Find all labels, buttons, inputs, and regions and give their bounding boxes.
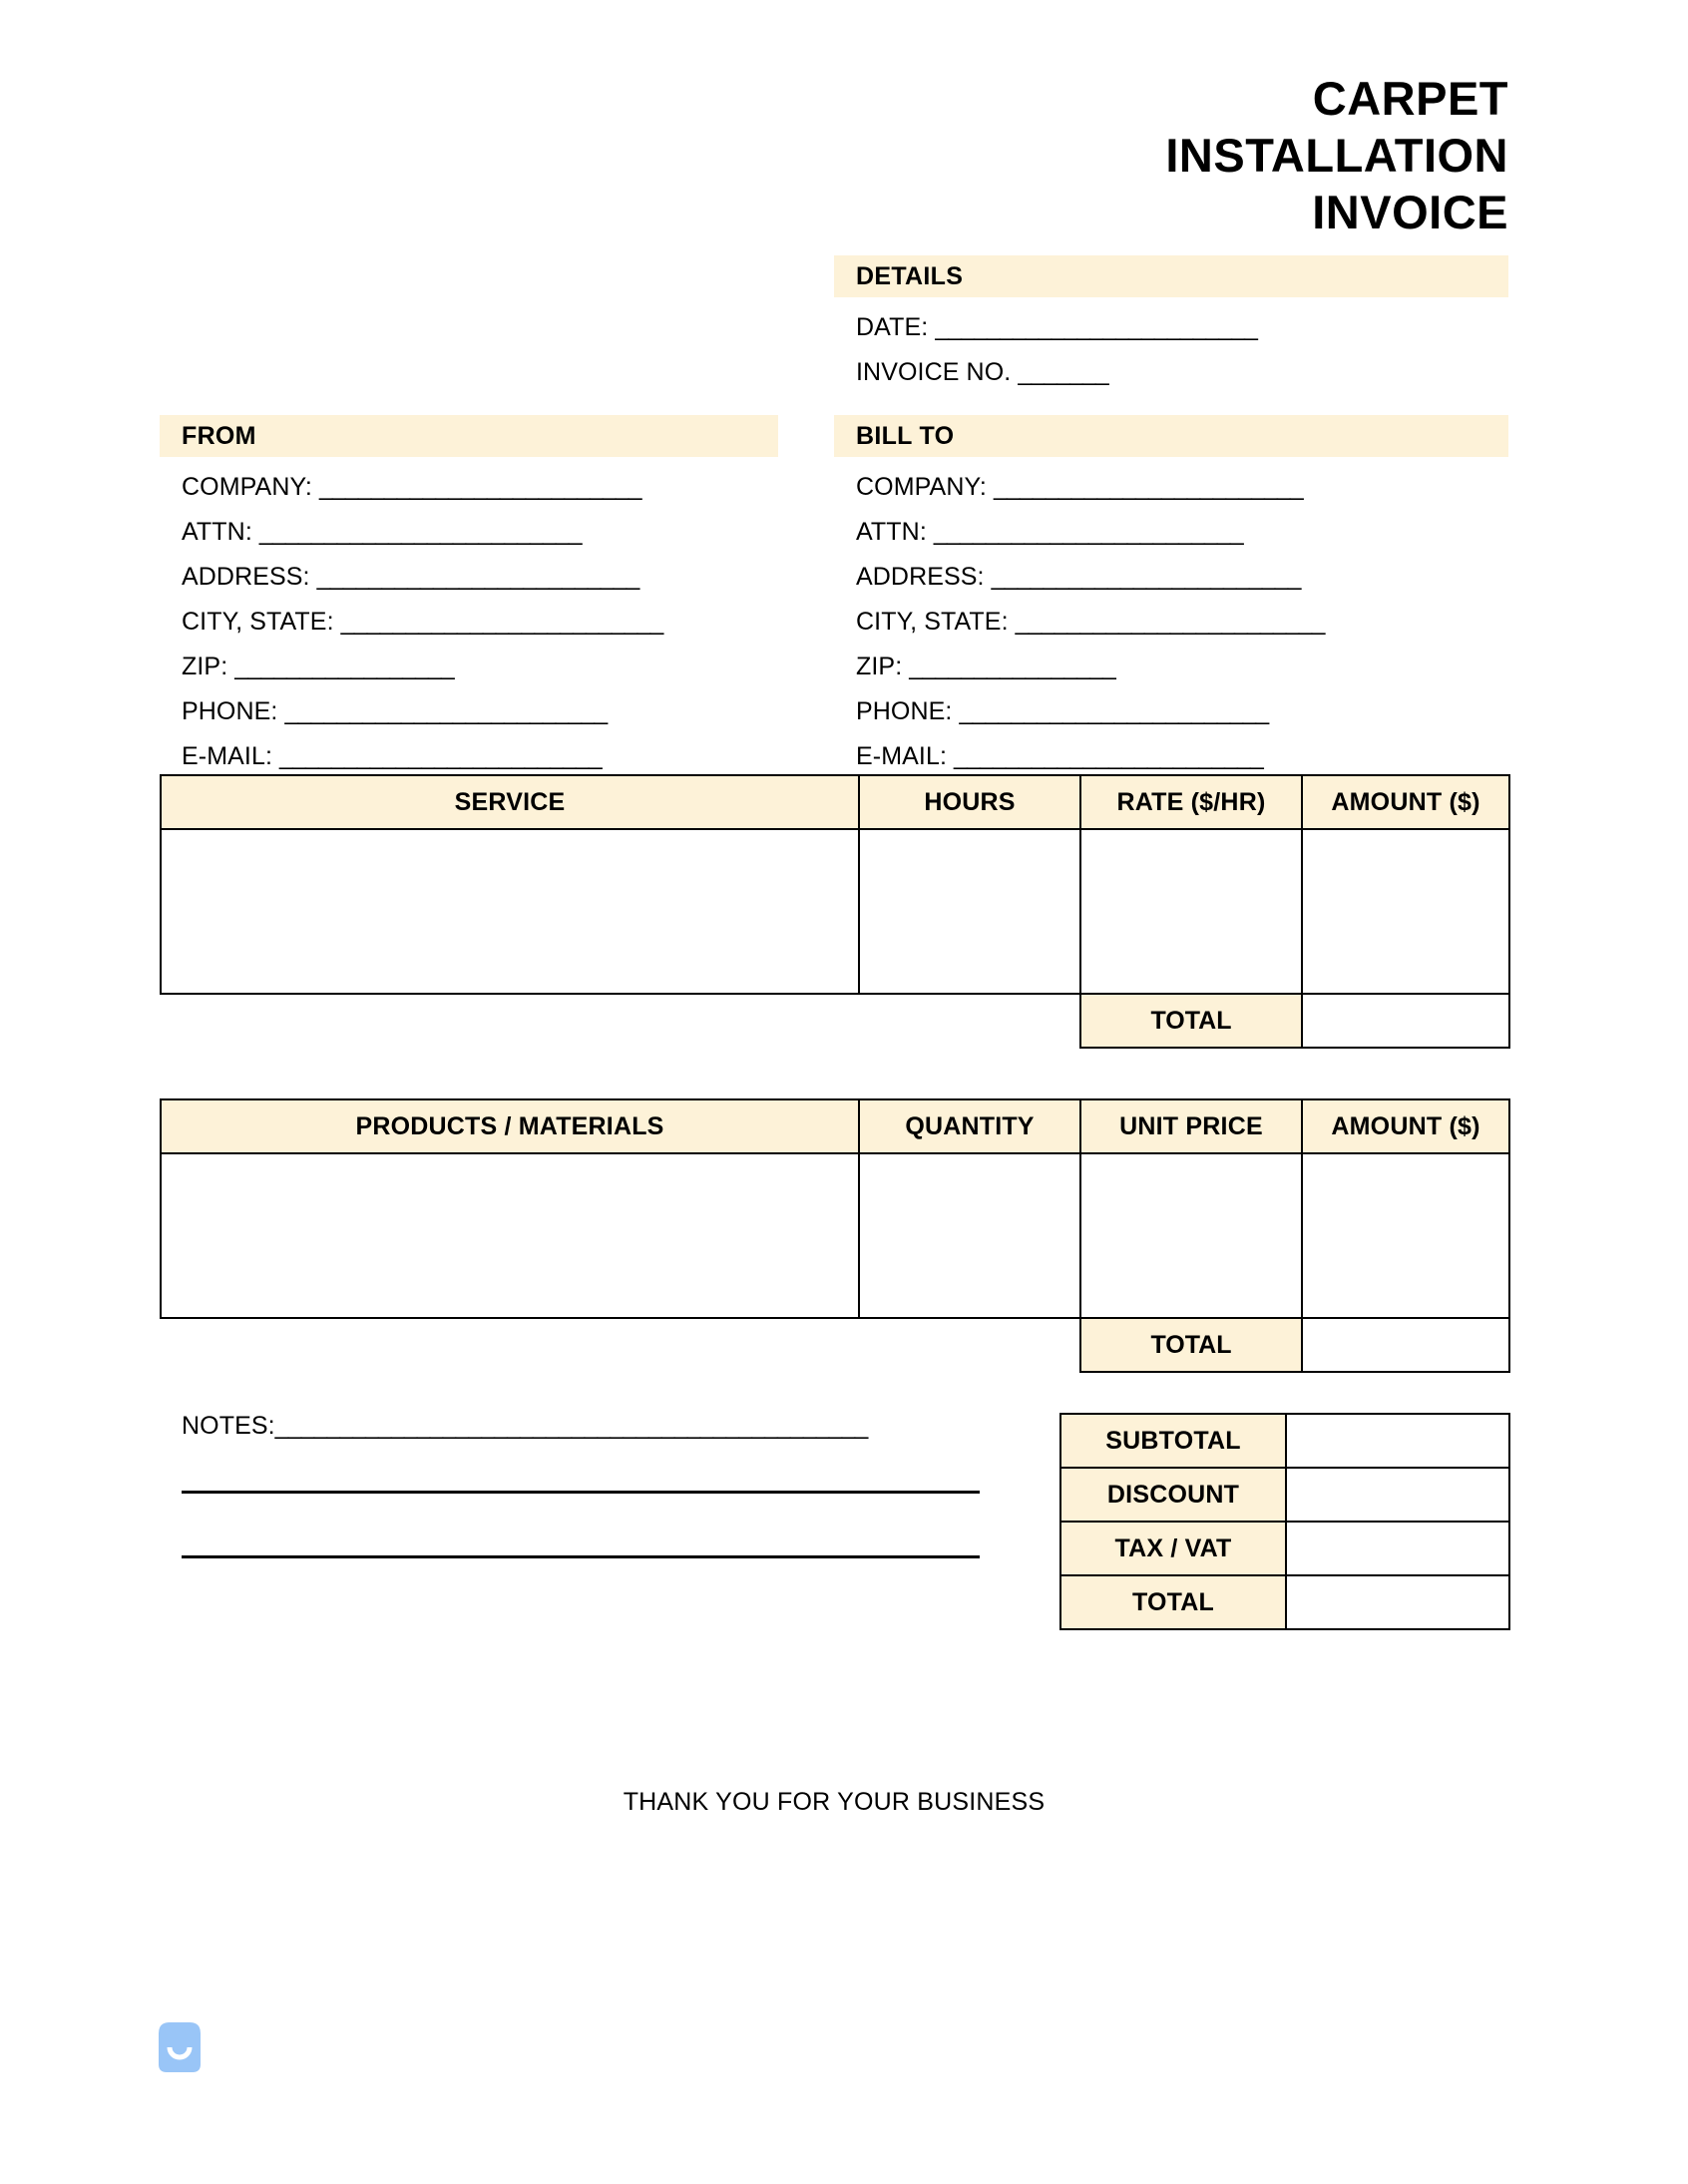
products-total-row <box>161 1318 1509 1372</box>
bill-to-city-state-label: CITY, STATE: <box>856 608 1009 636</box>
notes-section <box>182 1409 990 1558</box>
date-input-rule[interactable]: _________________________ <box>935 313 1257 341</box>
details-section-header <box>834 255 1508 297</box>
tax-vat-label: TAX / VAT <box>1060 1522 1286 1575</box>
from-company-row[interactable] <box>182 465 662 510</box>
products-table <box>160 1098 1510 1373</box>
from-email-label: E-MAIL: <box>182 742 272 770</box>
notes-first-line[interactable] <box>182 1409 990 1443</box>
service-table <box>160 774 1510 1049</box>
from-city-state-label: CITY, STATE: <box>182 608 334 636</box>
from-attn-row[interactable] <box>182 510 662 555</box>
bill-to-zip-input-rule[interactable]: ________________ <box>909 653 1115 680</box>
table-row[interactable] <box>161 1153 1509 1318</box>
from-email-row[interactable] <box>182 734 662 779</box>
from-attn-label: ATTN: <box>182 518 252 546</box>
from-email-input-rule[interactable]: _________________________ <box>279 742 602 770</box>
from-fields <box>182 465 662 779</box>
service-amount-col-header: AMOUNT ($) <box>1302 775 1509 829</box>
page-title <box>160 70 1508 240</box>
title-line-1: CARPET <box>1312 72 1508 125</box>
bill-to-heading: BILL TO <box>856 422 955 450</box>
from-city-state-input-rule[interactable]: _________________________ <box>340 608 663 636</box>
rate-cell[interactable] <box>1080 829 1302 994</box>
bill-to-fields <box>856 465 1324 779</box>
from-company-input-rule[interactable]: _________________________ <box>318 473 641 501</box>
service-total-row <box>161 994 1509 1048</box>
bill-to-company-label: COMPANY: <box>856 473 987 501</box>
summary-row-discount <box>1060 1468 1509 1522</box>
date-label: DATE: <box>856 313 929 341</box>
product-cell[interactable] <box>161 1153 859 1318</box>
summary-table <box>1059 1413 1510 1630</box>
bill-to-email-row[interactable] <box>856 734 1324 779</box>
service-total-spacer-1 <box>161 994 859 1048</box>
bill-to-phone-row[interactable] <box>856 689 1324 734</box>
from-address-row[interactable] <box>182 555 662 600</box>
smile-logo[interactable] <box>156 2019 204 2075</box>
from-phone-label: PHONE: <box>182 697 278 725</box>
service-total-spacer-2 <box>859 994 1080 1048</box>
products-amount-col-header: AMOUNT ($) <box>1302 1099 1509 1153</box>
bill-to-company-row[interactable] <box>856 465 1324 510</box>
service-cell[interactable] <box>161 829 859 994</box>
table-row[interactable] <box>161 829 1509 994</box>
bill-to-attn-row[interactable] <box>856 510 1324 555</box>
date-field-row[interactable] <box>856 305 1257 350</box>
bill-to-phone-input-rule[interactable]: ________________________ <box>959 697 1269 725</box>
service-total-value[interactable] <box>1302 994 1509 1048</box>
summary-row-subtotal <box>1060 1414 1509 1468</box>
bill-to-zip-row[interactable] <box>856 645 1324 689</box>
service-table-header-row <box>161 775 1509 829</box>
grand-total-value[interactable] <box>1286 1575 1509 1629</box>
bill-to-phone-label: PHONE: <box>856 697 953 725</box>
bill-to-city-state-input-rule[interactable]: ________________________ <box>1015 608 1325 636</box>
invoice-no-label: INVOICE NO. <box>856 358 1012 386</box>
hours-col-header: HOURS <box>859 775 1080 829</box>
from-phone-row[interactable] <box>182 689 662 734</box>
subtotal-value[interactable] <box>1286 1414 1509 1468</box>
from-heading: FROM <box>182 422 256 450</box>
bill-to-attn-label: ATTN: <box>856 518 927 546</box>
from-company-label: COMPANY: <box>182 473 312 501</box>
summary-row-tax <box>1060 1522 1509 1575</box>
discount-value[interactable] <box>1286 1468 1509 1522</box>
bill-to-company-input-rule[interactable]: ________________________ <box>993 473 1303 501</box>
subtotal-label: SUBTOTAL <box>1060 1414 1286 1468</box>
from-city-state-row[interactable] <box>182 600 662 645</box>
unit-price-cell[interactable] <box>1080 1153 1302 1318</box>
bill-to-address-row[interactable] <box>856 555 1324 600</box>
quantity-col-header: QUANTITY <box>859 1099 1080 1153</box>
rate-col-header: RATE ($/HR) <box>1080 775 1302 829</box>
smile-logo-icon <box>156 2019 204 2075</box>
bill-to-attn-input-rule[interactable]: ________________________ <box>933 518 1243 546</box>
quantity-cell[interactable] <box>859 1153 1080 1318</box>
title-line-3: INVOICE <box>1312 186 1508 238</box>
from-attn-input-rule[interactable]: _________________________ <box>258 518 582 546</box>
from-zip-input-rule[interactable]: _________________ <box>234 653 454 680</box>
notes-input-rule-2[interactable] <box>182 1491 980 1494</box>
bill-to-address-label: ADDRESS: <box>856 563 985 591</box>
service-col-header: SERVICE <box>161 775 859 829</box>
grand-total-label: TOTAL <box>1060 1575 1286 1629</box>
products-total-value[interactable] <box>1302 1318 1509 1372</box>
bill-to-email-input-rule[interactable]: ________________________ <box>954 742 1263 770</box>
footer-thank-you: THANK YOU FOR YOUR BUSINESS <box>623 1788 1046 1816</box>
notes-input-rule-1[interactable]: ______________________________________________ <box>274 1412 868 1440</box>
from-address-input-rule[interactable]: _________________________ <box>316 563 639 591</box>
unit-price-col-header: UNIT PRICE <box>1080 1099 1302 1153</box>
bill-to-zip-label: ZIP: <box>856 653 903 680</box>
details-heading: DETAILS <box>856 262 964 290</box>
hours-cell[interactable] <box>859 829 1080 994</box>
service-amount-cell[interactable] <box>1302 829 1509 994</box>
products-total-label: TOTAL <box>1080 1318 1302 1372</box>
from-zip-row[interactable] <box>182 645 662 689</box>
notes-input-rule-3[interactable] <box>182 1555 980 1558</box>
products-total-spacer-1 <box>161 1318 859 1372</box>
from-address-label: ADDRESS: <box>182 563 310 591</box>
bill-to-address-input-rule[interactable]: ________________________ <box>991 563 1301 591</box>
products-amount-cell[interactable] <box>1302 1153 1509 1318</box>
products-total-spacer-2 <box>859 1318 1080 1372</box>
bill-to-city-state-row[interactable] <box>856 600 1324 645</box>
bill-to-section-header <box>834 415 1508 457</box>
from-section-header <box>160 415 778 457</box>
from-zip-label: ZIP: <box>182 653 228 680</box>
title-line-2: INSTALLATION <box>1165 129 1508 182</box>
products-col-header: PRODUCTS / MATERIALS <box>161 1099 859 1153</box>
bill-to-email-label: E-MAIL: <box>856 742 947 770</box>
summary-row-total <box>1060 1575 1509 1629</box>
service-total-label: TOTAL <box>1080 994 1302 1048</box>
notes-label: NOTES: <box>182 1412 275 1440</box>
details-fields <box>856 305 1257 395</box>
from-phone-input-rule[interactable]: _________________________ <box>284 697 608 725</box>
invoice-no-field-row[interactable] <box>856 350 1257 395</box>
tax-vat-value[interactable] <box>1286 1522 1509 1575</box>
invoice-no-input-rule[interactable]: _______ <box>1018 358 1108 386</box>
discount-label: DISCOUNT <box>1060 1468 1286 1522</box>
products-table-header-row <box>161 1099 1509 1153</box>
